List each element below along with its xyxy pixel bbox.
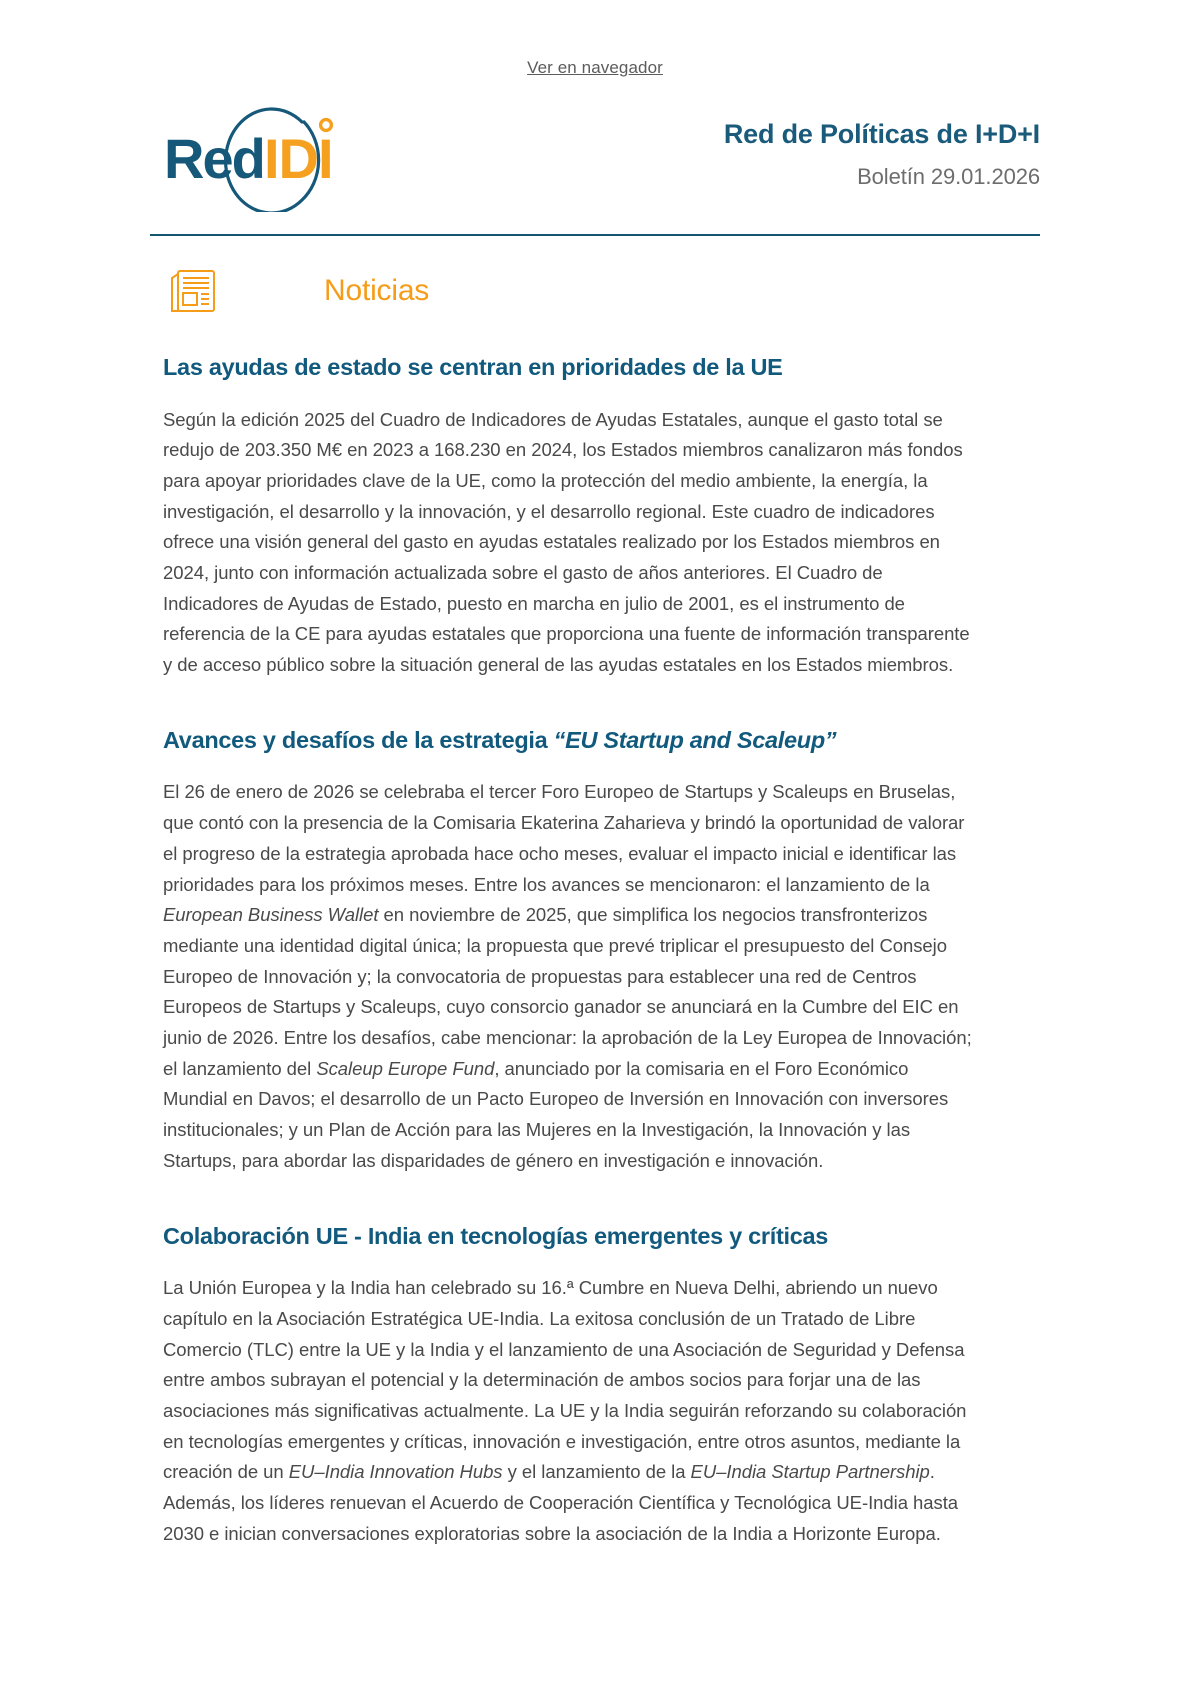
svg-text:Red: Red [164,127,264,190]
article [163,352,972,681]
header [0,88,1190,212]
header-titles [724,118,1040,196]
article-title: Avances y desafíos de la estrategia “EU Startup and Scaleup” [163,726,837,753]
articles-container [0,316,1190,1609]
preheader [0,0,1190,88]
article-title: Las ayudas de estado se centran en prioridades de la UE [163,354,783,380]
redidi-logo[interactable] [152,102,382,212]
article-title: Colaboración UE - India en tecnologías emergentes y críticas [163,1222,829,1249]
view-in-browser-link[interactable]: Ver en navegador [527,58,663,77]
svg-text:IDI: IDI [264,127,333,190]
section-title: Noticias [324,274,430,307]
bulletin-date: Boletín 29.01.2026 [857,164,1040,190]
page-title: Red de Políticas de I+D+I [723,118,1040,149]
redidi-logo-icon [152,102,382,212]
article-body: La Unión Europea y la India han celebrado su 16.ª Cumbre en Nueva Delhi, abriendo un nuevo capítulo en la Asociación Estratégica UE-India. La exitosa conclusión de un Tratado de Libre Comercio (TLC) entre la UE y la India y el lanzamiento de una Asociación de Seguridad y Defensa entre ambos subrayan el potencial y la determinación de ambos socios para forjar una de las asociaciones más significativas actualmente. La UE y la India seguirán reforzando su colaboración en tecnologías emergentes y críticas, innovación e investigación, entre otros asuntos, mediante la creación de un EU–India Innovation Hubs y el lanzamiento de la EU–India Startup Partnership. Además, los líderes renuevan el Acuerdo de Cooperación Científica y Tecnológica UE-India hasta 2030 e inician conversaciones exploratorias sobre la asociación de la India a Horizonte Europa. [163,1277,967,1544]
article [163,725,972,1177]
article-body: Según la edición 2025 del Cuadro de Indicadores de Ayudas Estatales, aunque el gasto total se redujo de 203.350 M€ en 2023 a 168.230 en 2024, los Estados miembros canalizaron más fondos para apoyar prioridades clave de la UE, como la protección del medio ambiente, la energía, la investigación, el desarrollo y la innovación, y el desarrollo regional. Este cuadro de indicadores ofrece una visión general del gasto en ayudas estatales realizado por los Estados miembros en 2024, junto con información actualizada sobre el gasto de años anteriores. El Cuadro de Indicadores de Ayudas de Estado, puesto en marcha en julio de 2001, es el instrumento de referencia de la CE para ayudas estatales que proporciona una fuente de información transparente y de acceso público sobre la situación general de las ayudas estatales en los Estados miembros. [163,408,970,676]
newspaper-icon [168,266,220,316]
article [163,1221,972,1550]
article-body: El 26 de enero de 2026 se celebraba el tercer Foro Europeo de Startups y Scaleups en Bruselas, que contó con la presencia de la Comisaria Ekaterina Zaharieva y brindó la oportunidad de valorar el progreso de la estrategia aprobada hace ocho meses, evaluar el impacto inicial e identificar las prioridades para los próximos meses. Entre los avances se mencionaron: el lanzamiento de la European Business Wallet en noviembre de 2025, que simplifica los negocios transfronterizos mediante una identidad digital única; la propuesta que prevé triplicar el presupuesto del Consejo Europeo de Innovación y; la convocatoria de propuestas para establecer una red de Centros Europeos de Startups y Scaleups, cuyo consorcio ganador se anunciará en la Cumbre del EIC en junio de 2026. Entre los desafíos, cabe mencionar: la aprobación de la Ley Europea de Innovación; el lanzamiento del Scaleup Europe Fund, anunciado por la comisaria en el Foro Económico Mundial en Davos; el desarrollo de un Pacto Europeo de Inversión en Innovación con inversores institucionales; y un Plan de Acción para las Mujeres en la Investigación, la Innovación y las Startups, para abordar las disparidades de género en investigación e innovación. [163,781,972,1171]
section-header-noticias [0,236,1190,316]
